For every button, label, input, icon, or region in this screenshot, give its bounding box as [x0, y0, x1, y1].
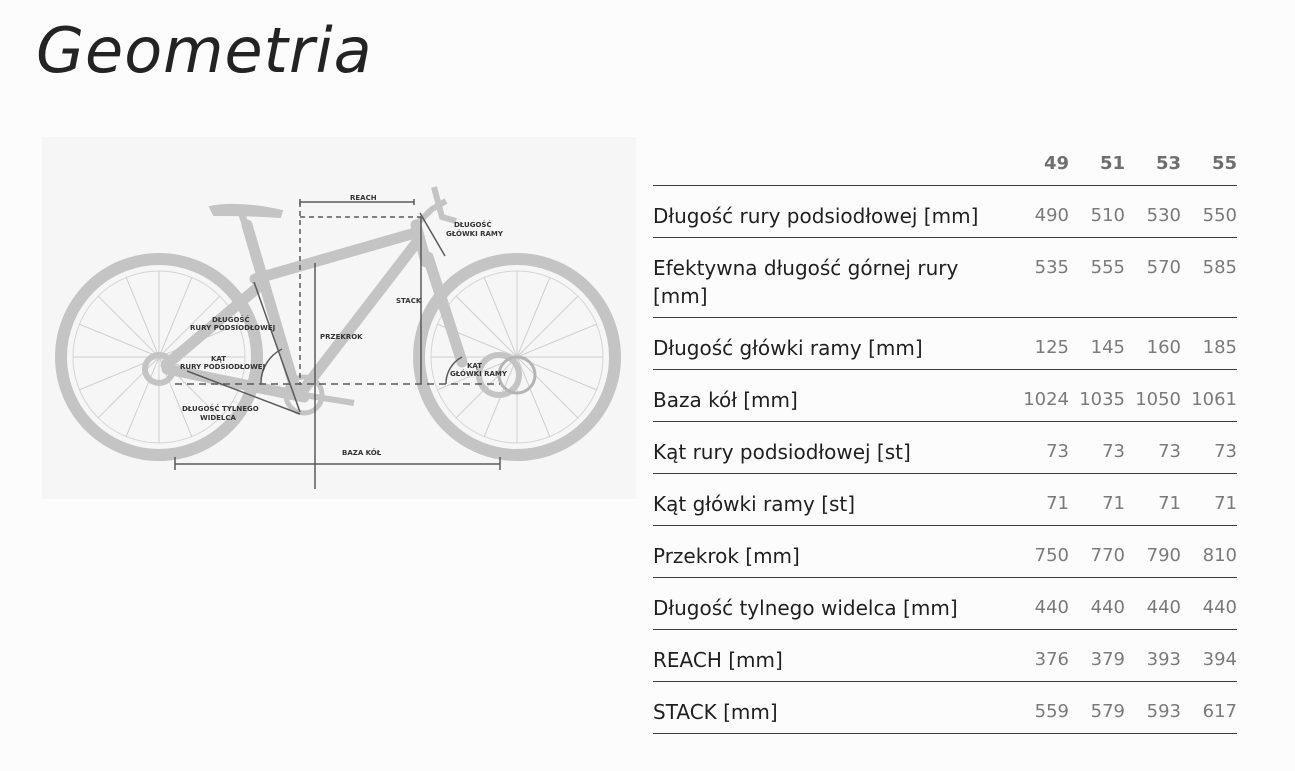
parameter-value: 376: [1013, 629, 1069, 681]
chainstay: [167, 369, 304, 397]
parameter-label: Kąt rury podsiodłowej [st]: [653, 421, 1013, 473]
parameter-value: 71: [1013, 473, 1069, 525]
parameter-value: 440: [1125, 577, 1181, 629]
seat-tube-angle-label-2: RURY PODSIODŁOWEJ: [180, 363, 266, 371]
parameter-label: Długość rury podsiodłowej [mm]: [653, 185, 1013, 237]
table-body: [653, 185, 1237, 733]
bike-geometry-diagram: [42, 137, 636, 499]
parameter-value: 570: [1125, 237, 1181, 317]
parameter-value: 617: [1181, 681, 1237, 733]
table-row: [653, 473, 1237, 525]
parameter-value: 593: [1125, 681, 1181, 733]
parameter-label: REACH [mm]: [653, 629, 1013, 681]
table-row: [653, 369, 1237, 421]
table-header-row: [653, 143, 1237, 185]
size-header: 49: [1013, 143, 1069, 185]
parameter-value: 160: [1125, 317, 1181, 369]
parameter-value: 535: [1013, 237, 1069, 317]
parameter-value: 440: [1069, 577, 1125, 629]
size-header: 51: [1069, 143, 1125, 185]
parameter-value: 73: [1069, 421, 1125, 473]
seat-tube-angle-label-1: KĄT: [211, 355, 227, 363]
parameter-value: 393: [1125, 629, 1181, 681]
parameter-value: 1061: [1181, 369, 1237, 421]
parameter-label: Przekrok [mm]: [653, 525, 1013, 577]
parameter-value: 490: [1013, 185, 1069, 237]
parameter-value: 770: [1069, 525, 1125, 577]
parameter-value: 185: [1181, 317, 1237, 369]
table-row: [653, 525, 1237, 577]
parameter-value: 550: [1181, 185, 1237, 237]
seat-tube-length-label-2: RURY PODSIODŁOWEJ: [190, 324, 276, 332]
bike-illustration: [42, 137, 636, 499]
parameter-value: 71: [1069, 473, 1125, 525]
head-tube-length-label-1: DŁUGOŚĆ: [454, 221, 492, 229]
parameter-value: 73: [1125, 421, 1181, 473]
parameter-value: 530: [1125, 185, 1181, 237]
parameter-value: 579: [1069, 681, 1125, 733]
standover-label: PRZEKROK: [320, 333, 363, 341]
table-row: [653, 237, 1237, 317]
page-title: Geometria: [36, 14, 373, 87]
parameter-value: 750: [1013, 525, 1069, 577]
parameter-value: 71: [1181, 473, 1237, 525]
parameter-value: 145: [1069, 317, 1125, 369]
parameter-value: 1050: [1125, 369, 1181, 421]
parameter-label: STACK [mm]: [653, 681, 1013, 733]
parameter-value: 790: [1125, 525, 1181, 577]
table-row: [653, 577, 1237, 629]
seat-tube-length-label-1: DŁUGOŚĆ: [212, 316, 250, 324]
table-row: [653, 317, 1237, 369]
size-header: 55: [1181, 143, 1237, 185]
parameter-value: 73: [1013, 421, 1069, 473]
head-tube-angle-label-2: GŁÓWKI RAMY: [450, 370, 507, 378]
reach-label: REACH: [350, 194, 377, 202]
parameter-value: 510: [1069, 185, 1125, 237]
table-row: [653, 185, 1237, 237]
parameter-value: 71: [1125, 473, 1181, 525]
stack-label: STACK: [396, 297, 422, 305]
parameter-value: 125: [1013, 317, 1069, 369]
parameter-value: 585: [1181, 237, 1237, 317]
parameter-value: 1024: [1013, 369, 1069, 421]
head-tube-angle-label-1: KĄT: [467, 362, 483, 370]
chainstay-label-1: DŁUGOŚĆ TYLNEGO: [182, 405, 259, 413]
chainstay-label-2: WIDELCA: [200, 414, 236, 422]
head-tube-length-label-2: GŁÓWKI RAMY: [446, 230, 503, 238]
parameter-value: 440: [1181, 577, 1237, 629]
parameter-value: 810: [1181, 525, 1237, 577]
parameter-value: 440: [1013, 577, 1069, 629]
geometry-table: [653, 143, 1237, 734]
parameter-label: Efektywna długość górnej rury [mm]: [653, 237, 1013, 317]
parameter-value: 555: [1069, 237, 1125, 317]
size-header: 53: [1125, 143, 1181, 185]
parameter-value: 379: [1069, 629, 1125, 681]
parameter-label: Baza kół [mm]: [653, 369, 1013, 421]
parameter-label: Długość główki ramy [mm]: [653, 317, 1013, 369]
parameter-label: Długość tylnego widelca [mm]: [653, 577, 1013, 629]
parameter-value: 1035: [1069, 369, 1125, 421]
parameter-label: Kąt główki ramy [st]: [653, 473, 1013, 525]
parameter-value: 73: [1181, 421, 1237, 473]
parameter-value: 559: [1013, 681, 1069, 733]
wheelbase-label: BAZA KÓŁ: [342, 449, 382, 457]
table-row: [653, 681, 1237, 733]
table-row: [653, 421, 1237, 473]
header-empty: [653, 143, 1013, 185]
table-row: [653, 629, 1237, 681]
parameter-value: 394: [1181, 629, 1237, 681]
